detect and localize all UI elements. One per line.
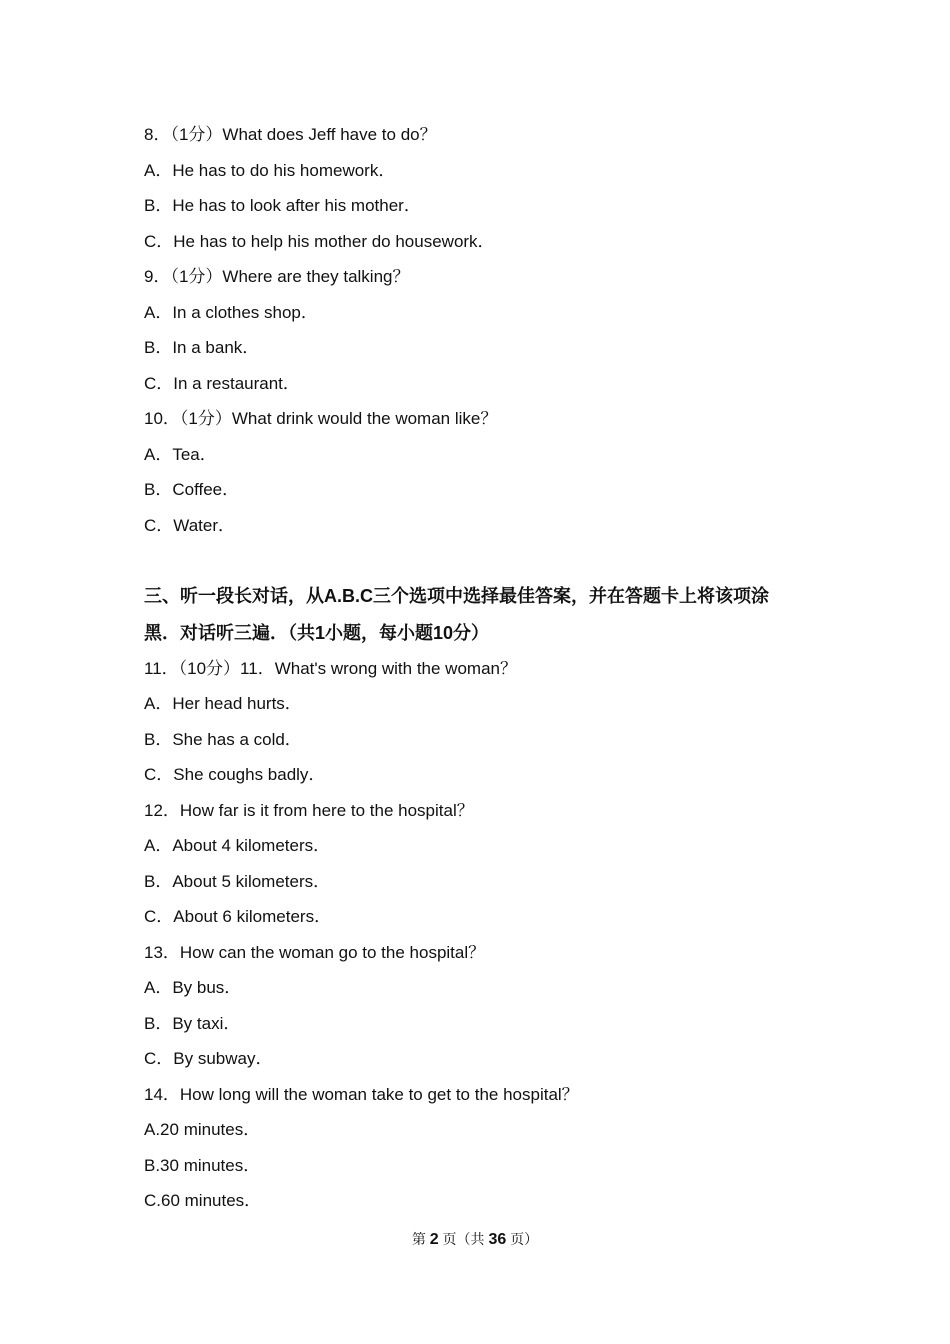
option-10b: B．Coffee． bbox=[144, 480, 240, 499]
question-9: 9．（1分）Where are they talking？ bbox=[144, 267, 410, 286]
option-9b: B．In a bank． bbox=[144, 338, 260, 357]
option-12b: B．About 5 kilometers． bbox=[144, 872, 331, 891]
option-11c: C．She coughs badly． bbox=[144, 765, 326, 784]
option-9c: C．In a restaurant． bbox=[144, 374, 300, 393]
question-12: 12．How far is it from here to the hospital？ bbox=[144, 801, 474, 820]
option-14a: A.20 minutes． bbox=[144, 1120, 261, 1139]
section-heading-line-2: 黑．对话听三遍．（共1小题，每小题10分） bbox=[144, 623, 490, 643]
option-14c: C.60 minutes． bbox=[144, 1191, 262, 1210]
page-footer bbox=[0, 1228, 950, 1251]
footer-prefix: 第 bbox=[411, 1231, 426, 1247]
option-13a: A．By bus． bbox=[144, 978, 242, 997]
option-11b: B．She has a cold． bbox=[144, 730, 302, 749]
footer-middle: 页（共 bbox=[442, 1231, 485, 1247]
current-page-number: 2 bbox=[429, 1231, 439, 1248]
question-14: 14．How long will the woman take to get to the hospital？ bbox=[144, 1085, 579, 1104]
option-10c: C．Water． bbox=[144, 516, 235, 535]
question-8: 8．（1分）What does Jeff have to do？ bbox=[144, 125, 437, 144]
option-12a: A．About 4 kilometers． bbox=[144, 836, 331, 855]
question-10: 10．（1分）What drink would the woman like？ bbox=[144, 409, 498, 428]
option-10a: A．Tea． bbox=[144, 445, 217, 464]
question-13: 13．How can the woman go to the hospital？ bbox=[144, 943, 486, 962]
option-9a: A．In a clothes shop． bbox=[144, 303, 318, 322]
option-11a: A．Her head hurts． bbox=[144, 694, 302, 713]
option-8b: B．He has to look after his mother． bbox=[144, 196, 421, 215]
option-14b: B.30 minutes． bbox=[144, 1156, 261, 1175]
option-8c: C．He has to help his mother do housework． bbox=[144, 232, 495, 251]
option-13c: C．By subway． bbox=[144, 1049, 273, 1068]
option-13b: B．By taxi． bbox=[144, 1014, 241, 1033]
section-heading-line-1: 三、听一段长对话，从A.B.C三个选项中选择最佳答案，并在答题卡上将该项涂 bbox=[144, 586, 769, 606]
total-page-count: 36 bbox=[488, 1231, 507, 1248]
option-12c: C．About 6 kilometers． bbox=[144, 907, 332, 926]
question-11: 11．（10分）11．What's wrong with the woman？ bbox=[144, 659, 517, 678]
option-8a: A．He has to do his homework． bbox=[144, 161, 396, 180]
footer-suffix: 页） bbox=[510, 1231, 539, 1247]
